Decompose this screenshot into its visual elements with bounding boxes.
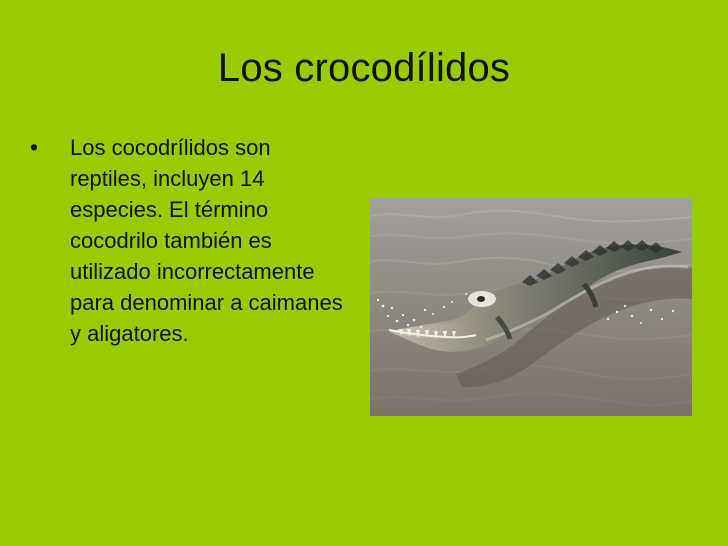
bullet-item <box>30 132 350 349</box>
bullet-list <box>30 132 350 349</box>
slide-title: Los crocodílidos <box>217 46 511 90</box>
crocodile-image <box>370 198 692 416</box>
bullet-text: Los cocodrílidos son reptiles, incluyen 14 especies. El término cocodrilo también es utilizado incorrectamente para denominar a caimanes y aligatores. <box>70 135 343 346</box>
crocodile-photo <box>370 198 692 416</box>
crocodile-eye <box>477 296 485 302</box>
bullet-symbol: • <box>30 134 39 160</box>
